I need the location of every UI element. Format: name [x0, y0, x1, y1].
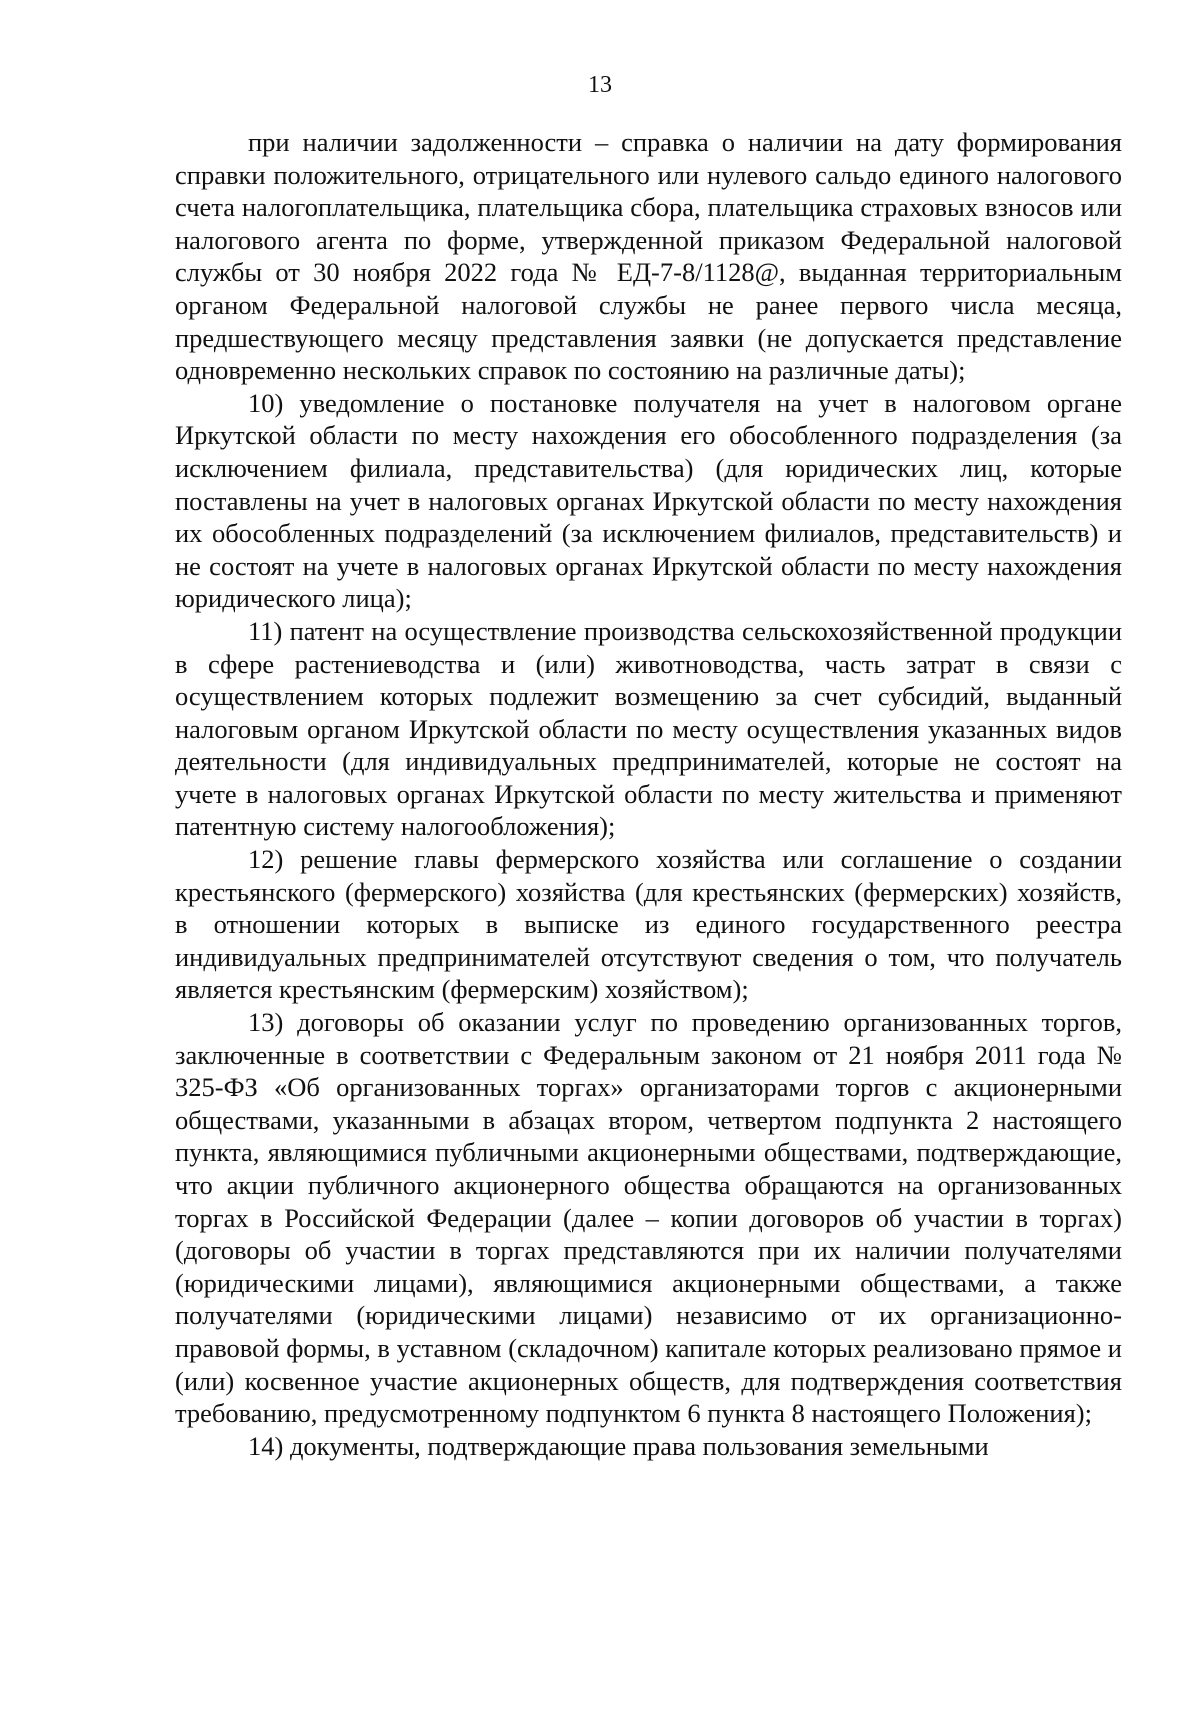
page-number: 13: [588, 72, 612, 98]
paragraph-item-12: 12) решение главы фермерского хозяйства или соглашение о создании крестьянского (фермерского) хозяйства (для крестьянских (фермерских) хозяйств, в отношении которых в выписке из единого государственного реестра индивидуальных предпринимателей отсутствуют сведения о том, что получатель является крестьянским (фермерским) хозяйством);: [175, 844, 1122, 1005]
paragraph-item-11: 11) патент на осуществление производства сельскохозяйственной продукции в сфере растениеводства и (или) животноводства, часть затрат в связи с осуществлением которых подлежит возмещению за счет субсидий, выданный налоговым органом Иркутской области по месту осуществления указанных видов деятельности (для индивидуальных предпринимателей, которые не состоят на учете в налоговых органах Иркутской области по месту жительства и применяют патентную систему налогообложения);: [175, 615, 1122, 842]
paragraph-item-10: 10) уведомление о постановке получателя на учет в налоговом органе Иркутской области по месту нахождения его обособленного подразделения (за исключением филиала, представительства) (для юридических лиц, которые поставлены на учет в налоговых органах Иркутской области по месту нахождения их обособленных подразделений (за исключением филиалов, представительств) и не состоят на учете в налоговых органах Иркутской области по месту нахождения юридического лица);: [175, 387, 1122, 614]
document-body: [175, 126, 1122, 1462]
paragraph-item-13: 13) договоры об оказании услуг по проведению организованных торгов, заключенные в соответствии с Федеральным законом от 21 ноября 2011 года № 325-ФЗ «Об организованных торгах» организаторами торгов с акционерными обществами, указанными в абзацах втором, четвертом подпункта 2 настоящего пункта, являющимися публичными акционерными обществами, подтверждающие, что акции публичного акционерного общества обращаются на организованных торгах в Российской Федерации (далее – копии договоров об участии в торгах) (договоры об участии в торгах представляются при их наличии получателями (юридическими лицами), являющимися акционерными обществами, а также получателями (юридическими лицами) независимо от их организационно-правовой формы, в уставном (складочном) капитале которых реализовано прямое и (или) косвенное участие акционерных обществ, для подтверждения соответствия требованию, предусмотренному подпунктом 6 пункта 8 настоящего Положения);: [175, 1007, 1122, 1429]
paragraph-item-14: 14) документы, подтверждающие права пользования земельными: [248, 1430, 989, 1461]
paragraph-debt-certificate: при наличии задолженности – справка о наличии на дату формирования справки положительного, отрицательного или нулевого сальдо единого налогового счета налогоплательщика, плательщика сбора, плательщика страховых взносов или налогового агента по форме, утвержденной приказом Федеральной налоговой службы от 30 ноября 2022 года № ЕД-7-8/1128@, выданная территориальным органом Федеральной налоговой службы не ранее первого числа месяца, предшествующего месяцу представления заявки (не допускается представление одновременно нескольких справок по состоянию на различные даты);: [175, 127, 1122, 386]
